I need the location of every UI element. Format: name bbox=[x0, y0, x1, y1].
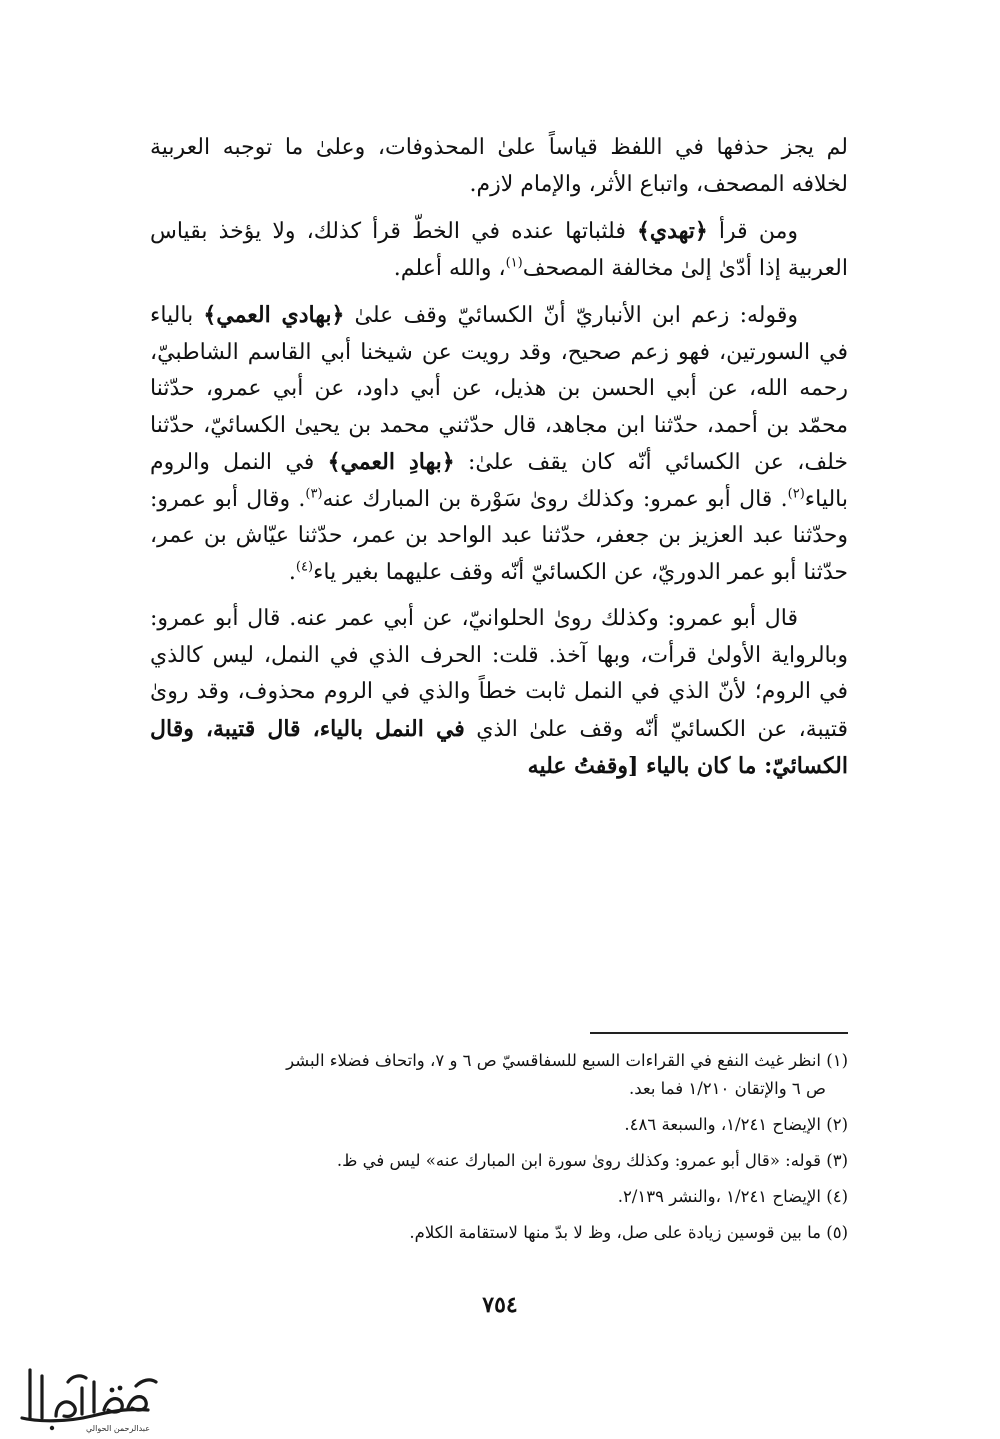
footnote-text: انظر غيث النفع في القراءات السبع للسفاقسيّ ص ٦ و ٧، واتحاف فضلاء البشر bbox=[286, 1051, 821, 1070]
text-run: . قال أبو عمرو: وكذلك روىٰ سَوْرة بن المبارك عنه bbox=[322, 486, 788, 512]
footnote-label: (٤) bbox=[826, 1187, 848, 1206]
logo-subtext: عبدالرحمن الحوالي bbox=[86, 1424, 150, 1433]
paragraph bbox=[150, 213, 848, 287]
footnote bbox=[150, 1047, 848, 1103]
text-run: ومن قرأ bbox=[707, 219, 798, 244]
footnote-text: الإيضاح ١/٢٤١، والسبعة ٤٨٦. bbox=[624, 1115, 821, 1134]
text-run: . وقال أبو عمرو: وحدّثنا عبد العزيز بن جعفر، حدّثنا عبد الواحد بن عمر، حدّثنا عيّاش بن عمر، حدّثنا أبو عمر الدوريّ، عن الكسائيّ أنّه وقف عليهما بغير ياء bbox=[150, 486, 848, 585]
quran-quote: في النمل بالياء، قال قتيبة، وقال الكسائيّ: ما كان بالياء [وقفتُ عليه bbox=[150, 715, 848, 779]
footnote-reference: (٢) bbox=[787, 486, 805, 502]
text-run: في النمل والروم بالياء bbox=[150, 450, 848, 512]
footnote-label: (١) bbox=[826, 1051, 848, 1070]
footnote-reference: (٣) bbox=[305, 486, 323, 502]
footnote-text: الإيضاح ١/٢٤١ ،والنشر ٢/١٣٩. bbox=[617, 1187, 821, 1206]
paragraph bbox=[150, 297, 848, 591]
main-text bbox=[150, 130, 848, 796]
footnote bbox=[150, 1147, 848, 1175]
footnote-label: (٥) bbox=[826, 1223, 848, 1242]
footnote bbox=[150, 1219, 848, 1247]
text-run: ، والله أعلم. bbox=[393, 255, 506, 281]
paragraph bbox=[150, 130, 848, 203]
footnote-continuation: ص ٦ والإتقان ١/٢١٠ فما بعد. bbox=[628, 1079, 826, 1098]
footnote-text: ما بين قوسين زيادة على صل، وظ لا بدّ منها لاستقامة الكلام. bbox=[409, 1223, 821, 1242]
text-run: قال أبو عمرو: وكذلك روىٰ الحلوانيّ، عن أبي عمر عنه. قال أبو عمرو: وبالرواية الأولىٰ قرأت، وبها آخذ. قلت: الحرف الذي في النمل، ليس كالذي في الروم؛ لأنّ الذي في النمل ثابت خطاً والذي في الروم محذوف، وقد روىٰ قتيبة، عن الكسائيّ أنّه وقف علىٰ الذي bbox=[150, 606, 848, 742]
text-run: وقوله: زعم ابن الأنباريّ أنّ الكسائيّ وقف علىٰ bbox=[344, 303, 798, 328]
page-number: ٧٥٤ bbox=[482, 1292, 518, 1318]
footnote-reference: (١) bbox=[505, 255, 523, 271]
quran-quote: ﴿تهدي﴾ bbox=[636, 218, 708, 244]
footnote-separator bbox=[590, 1032, 848, 1034]
footnote-reference: (٤) bbox=[295, 559, 314, 575]
quran-quote: ﴿بهادي العمي﴾ bbox=[203, 302, 345, 328]
footnote-text: قوله: «قال أبو عمرو: وكذلك روىٰ سورة ابن المبارك عنه» ليس في ظ. bbox=[336, 1151, 821, 1170]
footnote bbox=[150, 1111, 848, 1139]
publisher-logo-icon bbox=[8, 1352, 168, 1434]
text-run: لم يجز حذفها في اللفظ قياساً علىٰ المحذوفات، وعلىٰ ما توجبه العربية لخلافه المصحف، واتباع الأثر، والإمام لازم. bbox=[150, 135, 848, 197]
quran-quote: ﴿بهادِ العمي﴾ bbox=[327, 449, 455, 475]
footnote bbox=[150, 1183, 848, 1211]
footnotes bbox=[150, 1047, 848, 1255]
text-run: فلثباتها عنده في الخطّ قرأ كذلك، ولا يؤخذ بقياس العربية إذا أدّىٰ إلىٰ مخالفة المصحف bbox=[150, 219, 848, 281]
footnote-label: (٣) bbox=[826, 1151, 848, 1170]
footnote-label: (٢) bbox=[826, 1115, 848, 1134]
text-run: . bbox=[288, 559, 296, 585]
text-run: بالياء في السورتين، فهو زعم صحيح، وقد رويت عن شيخنا أبي القاسم الشاطبيّ، رحمه الله، عن أبي الحسن بن هذيل، عن أبي داود، عن أبي عمرو، حدّثنا محمّد بن أحمد، حدّثنا ابن مجاهد، قال حدّثني محمد بن يحيىٰ الكسائيّ، حدّثنا خلف، عن الكسائي أنّه كان يقف علىٰ: bbox=[150, 303, 848, 475]
paragraph bbox=[150, 601, 848, 786]
